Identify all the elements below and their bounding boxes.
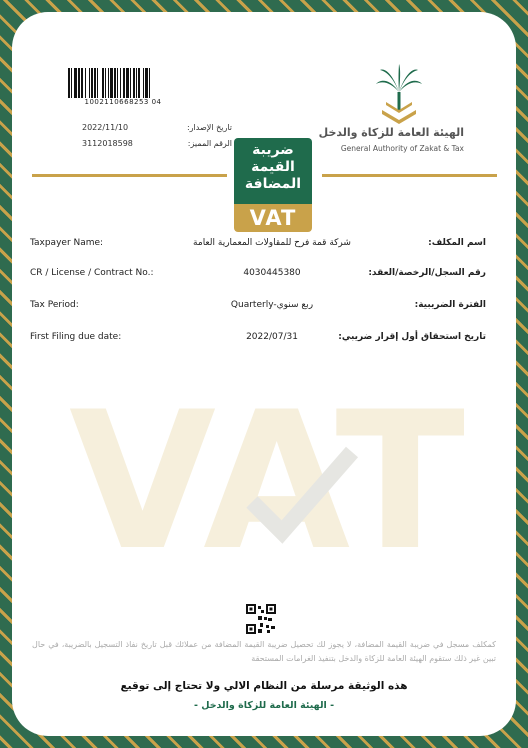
unique-number-value: 3112018598 — [82, 139, 133, 148]
cr-number-label-ar: رقم السجل/الرخصة/العقد: — [368, 268, 486, 278]
barcode-bar — [149, 68, 150, 98]
tax-period-label-ar: الفترة الضريبية: — [414, 300, 486, 310]
certificate-page — [12, 12, 516, 736]
barcode-number: 1002110668253 04 — [84, 98, 162, 106]
first-filing-value: 2022/07/31 — [246, 332, 298, 342]
first-filing-label-en: First Filing due date: — [30, 332, 122, 342]
palm-tree-icon — [374, 62, 424, 124]
authority-logo — [316, 54, 476, 164]
vat-watermark-text: VAT — [68, 382, 466, 562]
cr-number-label-en: CR / License / Contract No.: — [30, 268, 154, 278]
taxpayer-name-value: شركة قمة فرح للمقاولات المعمارية العامة — [193, 238, 351, 248]
vat-logo-arabic — [234, 138, 312, 206]
vat-logo-line2: القيمة — [251, 159, 295, 175]
qr-code-icon — [246, 604, 276, 634]
vat-logo-line3: المضافة — [244, 176, 302, 192]
vat-logo — [234, 138, 312, 232]
tax-period-value: Quarterly-ربع سنوي — [230, 300, 314, 310]
issue-date-value: 2022/11/10 — [82, 123, 129, 132]
cr-number-value: 4030445380 — [243, 268, 301, 278]
gold-divider-left — [32, 174, 227, 177]
vat-logo-line1: ضريبة — [252, 142, 294, 158]
vat-watermark — [52, 382, 482, 562]
footer-statement: هذه الوثيقة مرسلة من النظام الالي ولا تحتاج إلى توقيع — [120, 680, 408, 692]
gold-divider-right — [322, 174, 497, 177]
tax-period-label-en: Tax Period: — [30, 300, 79, 310]
footer-authority: - الهيئة العامة للزكاة والدخل - — [193, 700, 335, 711]
authority-name-ar: الهيئة العامة للزكاة والدخل — [318, 126, 464, 139]
issue-date-label: تاريخ الإصدار: — [186, 123, 232, 132]
vat-logo-english: VAT — [234, 204, 312, 232]
issue-info — [82, 120, 232, 152]
authority-name-en: General Authority of Zakat & Tax — [340, 144, 464, 153]
taxpayer-name-label-en: Taxpayer Name: — [30, 238, 104, 248]
vat-notice: كمكلف مسجل في ضريبة القيمة المضافة، لا يجوز لك تحصيل ضريبة القيمة المضافة من عملائك قبل تاريخ نفاذ التسجيل بالضريبة، في حال تبين غير ذلك ستقوم الهيئة العامة للزكاة والدخل بتنفيذ الغرامات المستحقة — [32, 640, 496, 663]
barcode — [68, 62, 178, 98]
first-filing-label-ar: تاريخ استحقاق أول إقرار ضريبي: — [338, 332, 486, 342]
unique-number-label: الرقم المميز: — [187, 139, 232, 148]
taxpayer-name-label-ar: اسم المكلف: — [428, 238, 486, 248]
